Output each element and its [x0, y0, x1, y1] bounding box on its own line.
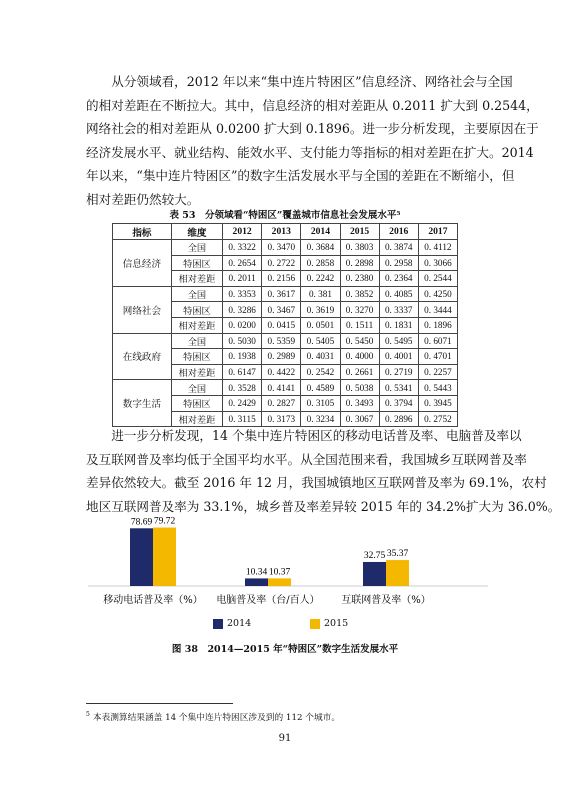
value-cell: 0. 4422 [262, 364, 301, 380]
value-cell: 0. 1511 [340, 317, 379, 333]
dimension-cell: 全国 [171, 380, 222, 396]
legend-2014 [213, 618, 251, 629]
bar-2014 [130, 528, 153, 586]
value-cell: 0. 2719 [379, 364, 418, 380]
column-header: 2012 [223, 224, 262, 240]
value-cell: 0. 2896 [379, 411, 418, 427]
paragraph1-line: 的相对差距在不断拉大。其中，信息经济的相对差距从 0.2011 扩大到 0.2544， [86, 97, 539, 113]
value-cell: 0. 2654 [223, 255, 262, 271]
table-row [113, 380, 458, 396]
value-cell: 0. 3234 [301, 411, 340, 427]
indicator-cell: 数字生活 [113, 380, 172, 427]
value-cell: 0. 2242 [301, 271, 340, 287]
value-cell: 0. 3337 [379, 302, 418, 318]
value-cell: 0. 3353 [223, 286, 262, 302]
page-number: 91 [278, 733, 292, 744]
value-cell: 0. 2958 [379, 255, 418, 271]
dimension-cell: 特困区 [171, 302, 222, 318]
value-cell: 0. 2661 [340, 364, 379, 380]
paragraph2-line: 地区互联网普及率为 33.1%，城乡普及率差异较 2015 年的 34.2%扩大为 36.0%。 [86, 498, 561, 514]
figure-caption: 图 38 2014—2015 年“特困区”数字生活发展水平 [171, 644, 399, 655]
paragraph2-line: 差异依然较大。截至 2016 年 12 月，我国城镇地区互联网普及率为 69.1%，农村 [86, 475, 547, 491]
value-cell: 0. 4000 [340, 349, 379, 365]
indicator-cell: 网络社会 [113, 286, 172, 333]
paragraph1-line: 从分领域看，2012 年以来“集中连片特困区”信息经济、网络社会与全国 [86, 74, 513, 89]
legend-swatch-2014 [213, 619, 223, 629]
table-row [113, 333, 458, 349]
value-cell: 0. 2858 [301, 255, 340, 271]
bar-2015 [386, 560, 409, 586]
value-cell: 0. 3322 [223, 240, 262, 256]
legend-swatch-2015 [310, 619, 320, 629]
paragraph1-line: 年以来，“集中连片特困区”的数字生活发展水平与全国的差距在不断缩小，但 [86, 168, 515, 184]
value-cell: 0. 3067 [340, 411, 379, 427]
value-cell: 0. 1938 [223, 349, 262, 365]
value-cell: 0. 2544 [418, 271, 457, 287]
value-cell: 0. 3874 [379, 240, 418, 256]
value-cell: 0. 2989 [262, 349, 301, 365]
paragraph-1 [86, 70, 539, 212]
value-cell: 0. 5038 [340, 380, 379, 396]
dimension-cell: 全国 [171, 333, 222, 349]
value-cell: 0. 4589 [301, 380, 340, 396]
value-cell: 0. 0200 [223, 317, 262, 333]
bar-chart [88, 500, 488, 615]
indicator-cell: 在线政府 [113, 333, 172, 380]
value-cell: 0. 2156 [262, 271, 301, 287]
value-cell: 0. 3467 [262, 302, 301, 318]
value-cell: 0. 3286 [223, 302, 262, 318]
column-header: 2015 [340, 224, 379, 240]
dimension-cell: 全国 [171, 286, 222, 302]
dimension-cell: 相对差距 [171, 271, 222, 287]
value-cell: 0. 3270 [340, 302, 379, 318]
dimension-cell: 相对差距 [171, 317, 222, 333]
column-header: 2016 [379, 224, 418, 240]
value-cell: 0. 2257 [418, 364, 457, 380]
footnote-text: 本表测算结果涵盖 14 个集中连片特困区涉及到的 112 个城市。 [92, 713, 341, 723]
dimension-cell: 全国 [171, 240, 222, 256]
value-cell: 0. 3945 [418, 395, 457, 411]
table-caption: 表 53 分领域看“特困区”覆盖城市信息社会发展水平⁵ [169, 210, 401, 221]
value-cell: 0. 5341 [379, 380, 418, 396]
indicator-cell: 信息经济 [113, 240, 172, 287]
value-cell: 0. 2380 [340, 271, 379, 287]
value-cell: 0. 3619 [301, 302, 340, 318]
value-cell: 0. 4141 [262, 380, 301, 396]
dimension-cell: 相对差距 [171, 411, 222, 427]
value-cell: 0. 3528 [223, 380, 262, 396]
data-label: 35.37 [386, 549, 409, 560]
value-cell: 0. 2752 [418, 411, 457, 427]
paragraph1-line: 网络社会的相对差距从 0.0200 扩大到 0.1896。进一步分析发现，主要原因在于 [86, 121, 539, 137]
paragraph1-line: 相对差距仍然较大。 [86, 191, 200, 207]
bar-2015 [268, 578, 291, 586]
value-cell: 0. 4701 [418, 349, 457, 365]
table-header-row [113, 224, 458, 240]
value-cell: 0. 5443 [418, 380, 457, 396]
value-cell: 0. 2429 [223, 395, 262, 411]
value-cell: 0. 2011 [223, 271, 262, 287]
data-label: 32.75 [363, 550, 386, 561]
data-label: 10.37 [268, 567, 291, 578]
legend-label-2015: 2015 [324, 618, 349, 629]
value-cell: 0. 3173 [262, 411, 301, 427]
value-cell: 0. 1831 [379, 317, 418, 333]
value-cell: 0. 3470 [262, 240, 301, 256]
value-cell: 0. 5359 [262, 333, 301, 349]
value-cell: 0. 3803 [340, 240, 379, 256]
table-row [113, 286, 458, 302]
value-cell: 0. 6147 [223, 364, 262, 380]
dimension-cell: 特困区 [171, 255, 222, 271]
legend-label-2014: 2014 [227, 618, 252, 629]
category-label: 移动电话普及率（%） [103, 595, 203, 606]
value-cell: 0. 2722 [262, 255, 301, 271]
value-cell: 0. 2898 [340, 255, 379, 271]
value-cell: 0. 6071 [418, 333, 457, 349]
category-label: 互联网普及率（%） [341, 595, 431, 606]
value-cell: 0. 3794 [379, 395, 418, 411]
value-cell: 0. 3617 [262, 286, 301, 302]
paragraph1-line: 经济发展水平、就业结构、能效水平、支付能力等指标的相对差距在扩大。2014 [86, 144, 534, 160]
data-label: 79.72 [153, 516, 176, 527]
value-cell: 0. 4085 [379, 286, 418, 302]
bar-2014 [245, 578, 268, 586]
column-header: 2014 [301, 224, 340, 240]
value-cell: 0. 0501 [301, 317, 340, 333]
column-header: 2017 [418, 224, 457, 240]
value-cell: 0. 0415 [262, 317, 301, 333]
dimension-cell: 相对差距 [171, 364, 222, 380]
value-cell: 0. 3852 [340, 286, 379, 302]
value-cell: 0. 5450 [340, 333, 379, 349]
value-cell: 0. 3684 [301, 240, 340, 256]
value-cell: 0. 4250 [418, 286, 457, 302]
value-cell: 0. 2542 [301, 364, 340, 380]
paragraph2-line: 及互联网普及率均低于全国平均水平。从全国范围来看，我国城乡互联网普及率 [86, 451, 527, 467]
value-cell: 0. 3105 [301, 395, 340, 411]
data-label: 78.69 [130, 517, 153, 528]
value-cell: 0. 4112 [418, 240, 457, 256]
bar-2014 [363, 562, 386, 586]
bar-2015 [153, 528, 176, 586]
value-cell: 0. 1896 [418, 317, 457, 333]
column-header: 2013 [262, 224, 301, 240]
dimension-cell: 特困区 [171, 395, 222, 411]
data-label: 10.34 [245, 567, 268, 578]
column-header: 指标 [113, 224, 172, 240]
value-cell: 0. 4001 [379, 349, 418, 365]
value-cell: 0. 3066 [418, 255, 457, 271]
column-header: 维度 [171, 224, 222, 240]
dimension-cell: 特困区 [171, 349, 222, 365]
footnote-rule [86, 703, 233, 704]
value-cell: 0. 2364 [379, 271, 418, 287]
data-table [112, 223, 458, 427]
value-cell: 0. 4031 [301, 349, 340, 365]
value-cell: 0. 3115 [223, 411, 262, 427]
legend-2015 [310, 618, 348, 629]
value-cell: 0. 5405 [301, 333, 340, 349]
table-row [113, 240, 458, 256]
value-cell: 0. 2827 [262, 395, 301, 411]
value-cell: 0. 5030 [223, 333, 262, 349]
value-cell: 0. 3493 [340, 395, 379, 411]
value-cell: 0. 381 [301, 286, 340, 302]
category-label: 电脑普及率（台/百人） [216, 595, 320, 606]
paragraph2-line: 进一步分析发现，14 个集中连片特困区的移动电话普及率、电脑普及率以 [86, 428, 522, 443]
value-cell: 0. 5495 [379, 333, 418, 349]
value-cell: 0. 3444 [418, 302, 457, 318]
footnote-mark: 5 [86, 711, 90, 719]
footnote [86, 711, 340, 723]
